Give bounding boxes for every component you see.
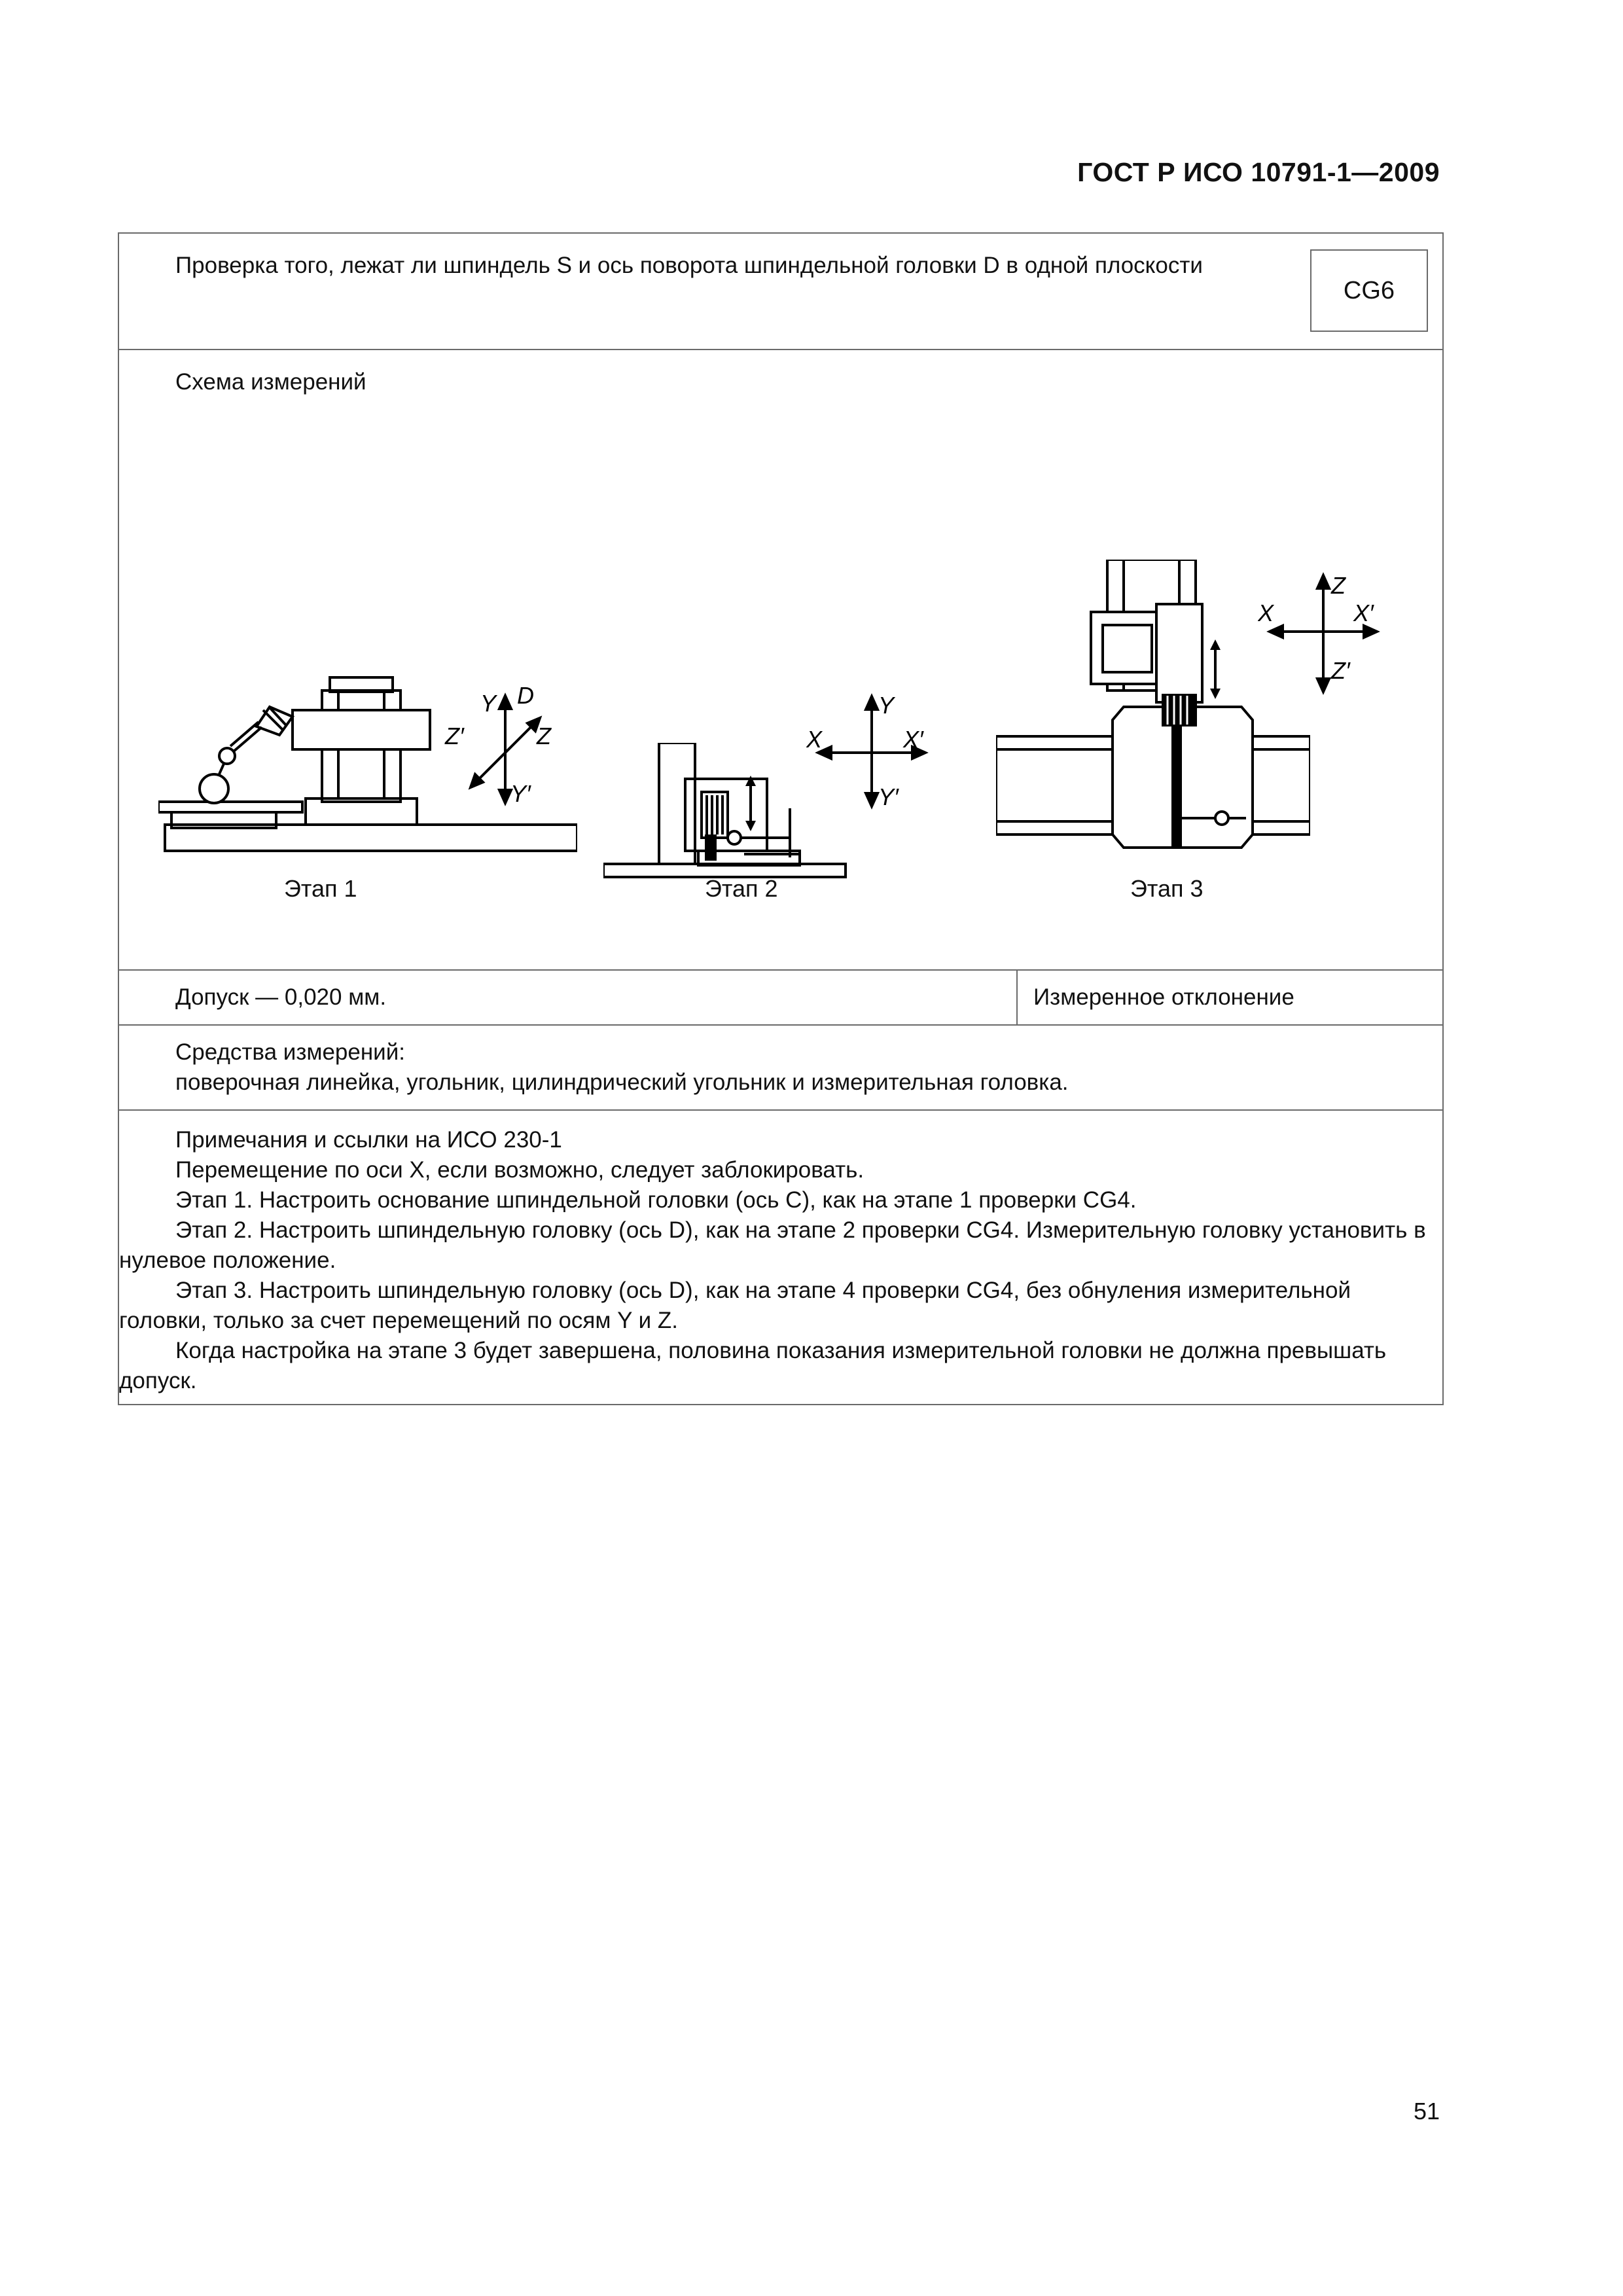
stage1-axis-up: Y bbox=[480, 690, 497, 717]
stage1-axes bbox=[440, 684, 571, 808]
note-line: Этап 3. Настроить шпиндельную головку (ось D), как на этапе 4 проверки CG4, без обнуления измерительной головки, только за счет перемещений по осям Y и Z. bbox=[119, 1278, 1351, 1333]
notes-row bbox=[118, 1110, 1443, 1405]
stage2-axis-down: Y′ bbox=[878, 783, 899, 810]
title-row bbox=[118, 233, 1443, 350]
scheme-cell bbox=[118, 350, 1443, 970]
stage1-axis-left: Z′ bbox=[445, 723, 464, 749]
stage1-axis-right: Z bbox=[537, 723, 551, 749]
scheme-label: Схема измерений bbox=[175, 369, 366, 395]
stage3-axis-up: Z bbox=[1331, 572, 1346, 599]
notes-heading: Примечания и ссылки на ИСО 230-1 bbox=[175, 1127, 562, 1153]
check-title: Проверка того, лежат ли шпиндель S и ось поворота шпиндельной головки D в одной плоскости bbox=[175, 253, 1203, 278]
stage1-axis-down: Y′ bbox=[510, 780, 531, 807]
notes-cell bbox=[118, 1110, 1443, 1405]
tolerance-text: Допуск — 0,020 мм. bbox=[175, 984, 387, 1010]
stage2-axis-left: X bbox=[806, 726, 823, 753]
stage2-label: Этап 2 bbox=[705, 875, 778, 902]
check-table bbox=[118, 232, 1444, 1405]
note-line: Этап 1. Настроить основание шпиндельной головки (ось C), как на этапе 1 проверки CG4. bbox=[175, 1187, 1137, 1213]
page-number: 51 bbox=[1413, 2098, 1440, 2125]
tools-cell bbox=[118, 1025, 1443, 1110]
measured-cell bbox=[1017, 970, 1443, 1025]
note-line: Этап 2. Настроить шпиндельную головку (ось D), как на этапе 2 проверки CG4. Измерительную головку установить в нулевое положение. bbox=[119, 1217, 1426, 1273]
stage1-axis-diag: D bbox=[517, 684, 534, 709]
measured-deviation-label: Измеренное отклонение bbox=[1033, 984, 1294, 1010]
stage2-axis-right: X′ bbox=[903, 726, 923, 753]
stage3-label: Этап 3 bbox=[1130, 875, 1204, 902]
title-cell bbox=[118, 233, 1443, 350]
scheme-row bbox=[118, 350, 1443, 970]
stage1-label: Этап 1 bbox=[284, 875, 357, 902]
stage3-axis-left: X bbox=[1258, 600, 1274, 626]
note-line: Когда настройка на этапе 3 будет завершена, половина показания измерительной головки не должна превышать допуск. bbox=[119, 1338, 1387, 1393]
check-code: CG6 bbox=[1343, 277, 1395, 304]
stage3-axes bbox=[1258, 566, 1402, 697]
check-code-box bbox=[1310, 249, 1428, 332]
stage2-axes bbox=[806, 687, 950, 812]
tolerance-cell bbox=[118, 970, 1017, 1025]
tolerance-row bbox=[118, 970, 1443, 1025]
tools-list: поверочная линейка, угольник, цилиндрический угольник и измерительная головка. bbox=[175, 1069, 1069, 1095]
tools-heading: Средства измерений: bbox=[175, 1039, 405, 1065]
tools-row bbox=[118, 1025, 1443, 1110]
standard-header: ГОСТ Р ИСО 10791-1—2009 bbox=[1077, 157, 1440, 187]
note-line: Перемещение по оси X, если возможно, следует заблокировать. bbox=[175, 1157, 865, 1183]
stage2-axis-up: Y bbox=[878, 692, 895, 719]
stage3-axis-right: X′ bbox=[1353, 600, 1374, 626]
stage3-axis-down: Z′ bbox=[1331, 657, 1350, 684]
